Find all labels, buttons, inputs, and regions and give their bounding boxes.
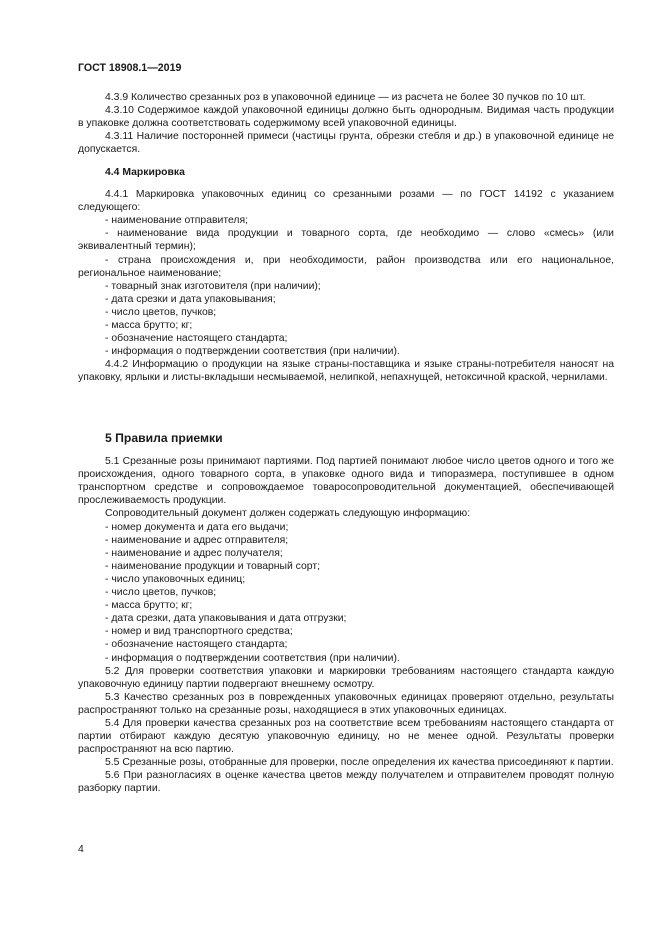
list-item: - наименование и адрес получателя; <box>105 547 283 559</box>
paragraph-5-1b: Сопроводительный документ должен содержать следующую информацию: <box>105 508 471 520</box>
paragraph-4-3-10: 4.3.10 Содержимое каждой упаковочной единицы должно быть однородным. Видимая часть продукции в упаковке должна соответствовать содержимому всей упаковочной единицы. <box>78 105 614 130</box>
page-number: 4 <box>78 844 84 855</box>
paragraph-5-5: 5.5 Срезанные розы, отобранные для проверки, после определения их качества присоединяют к партии. <box>105 757 614 769</box>
paragraph-5-1: 5.1 Срезанные розы принимают партиями. Под партией понимают любое число цветов одного и того же происхождения, одного товарного сорта, в упаковке одного вида и типоразмера, поступившее в одном транспортном средстве и сопровождаемое товаросопроводительной документацией, обеспечивающей прослеживаемость продукции. <box>78 456 614 507</box>
section-heading-4-4: 4.4 Маркировка <box>105 167 185 178</box>
paragraph-4-4-2: 4.4.2 Информацию о продукции на языке страны-поставщика и языке страны-потребителя наносят на упаковку, ярлыки и листы-вкладыши несмываемой, нелипкой, непахнущей, нетоксичной краской, чернилами. <box>78 359 614 384</box>
document-header: ГОСТ 18908.1—2019 <box>78 62 182 74</box>
list-item: - дата срезки и дата упаковывания; <box>105 293 276 305</box>
list-item: - наименование вида продукции и товарного сорта, где необходимо — слово «смесь» (или эквивалентный термин); <box>78 228 614 253</box>
paragraph-5-6: 5.6 При разногласиях в оценке качества цветов между получателем и отправителем проводят полную разборку партии. <box>78 770 614 795</box>
paragraph-5-4: 5.4 Для проверки качества срезанных роз на соответствие всем требованиям настоящего стандарта от партии отбирают каждую десятую упаковочную единицу, но не менее одной. Результаты проверки распространяют на всю партию. <box>78 717 614 756</box>
paragraph-5-2: 5.2 Для проверки соответствия упаковки и маркировки требованиям настоящего стандарта каждую упаковочную единицу партии подвергают внешнему осмотру. <box>78 665 614 690</box>
list-item: - наименование отправителя; <box>105 215 248 227</box>
list-item: - число упаковочных единиц; <box>105 573 246 585</box>
list-item: - номер и вид транспортного средства; <box>105 626 293 638</box>
list-item: - масса брутто; кг; <box>105 320 193 332</box>
list-item: - информация о подтверждении соответствия (при наличии). <box>105 652 400 664</box>
section-heading-5: 5 Правила приемки <box>105 431 223 445</box>
list-item: - наименование продукции и товарный сорт; <box>105 560 320 572</box>
list-item: - число цветов, пучков; <box>105 306 217 318</box>
paragraph-4-3-9: 4.3.9 Количество срезанных роз в упаковочной единице — из расчета не более 30 пучков по 10 шт. <box>105 92 586 103</box>
paragraph-4-4-1: 4.4.1 Маркировка упаковочных единиц со срезанными розами — по ГОСТ 14192 с указанием следующего: <box>78 189 614 214</box>
list-item: - страна происхождения и, при необходимости, район производства или его национальное, региональное наименование; <box>78 254 614 279</box>
list-item: - дата срезки, дата упаковывания и дата отгрузки; <box>105 613 347 625</box>
list-item: - информация о подтверждении соответствия (при наличии). <box>105 346 400 358</box>
paragraph-5-3: 5.3 Качество срезанных роз в поврежденных упаковочных единицах проверяют отдельно, результаты распространяют только на срезанные розы, находящиеся в этих упаковочных единицах. <box>78 691 614 716</box>
list-item: - товарный знак изготовителя (при наличии); <box>105 280 321 292</box>
list-item: - обозначение настоящего стандарта; <box>105 333 288 345</box>
list-item: - наименование и адрес отправителя; <box>105 534 289 546</box>
list-item: - номер документа и дата его выдачи; <box>105 521 289 533</box>
section-4-4 <box>78 166 614 385</box>
section-4-3 <box>78 91 614 156</box>
list-item: - масса брутто; кг; <box>105 600 193 612</box>
paragraph-4-3-11: 4.3.11 Наличие посторонней примеси (частицы грунта, обрезки стебля и др.) в упаковочной единице не допускается. <box>78 131 614 156</box>
list-item: - число цветов, пучков; <box>105 587 217 599</box>
list-item: - обозначение настоящего стандарта; <box>105 639 288 651</box>
section-5 <box>78 432 614 796</box>
